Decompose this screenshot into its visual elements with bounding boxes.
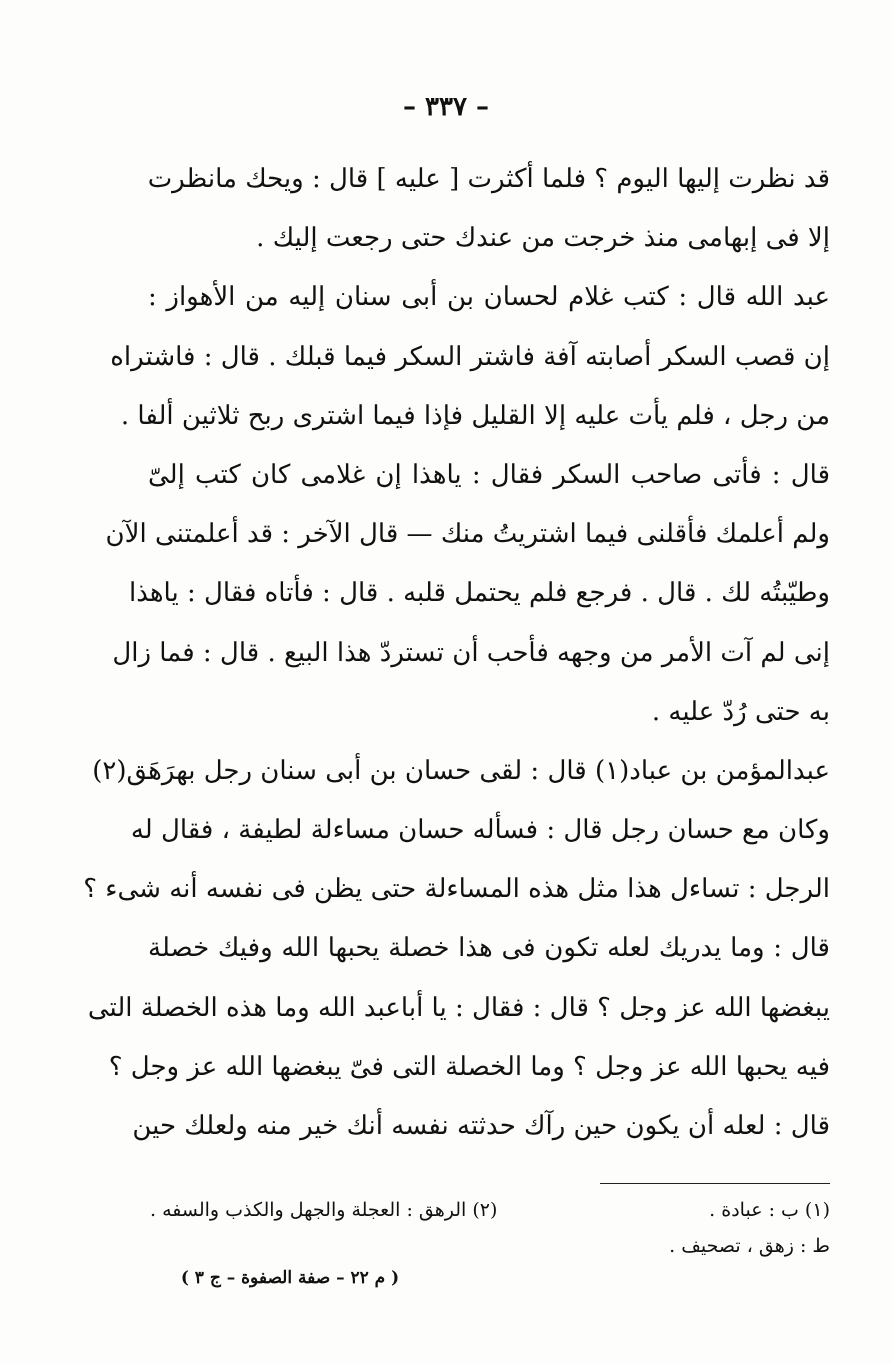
text-line: إن قصب السكر أصابته آفة فاشتر السكر فيما قبلك . قال : فاشتراه xyxy=(110,341,830,372)
text-line: عبد الله قال : كتب غلام لحسان بن أبى سنان إليه من الأهواز : xyxy=(148,282,830,313)
footnote-2: (٢) الرهق : العجلة والجهل والكذب والسفه . xyxy=(150,1199,498,1221)
footnote-1: (١) ب : عبادة . xyxy=(709,1199,830,1221)
text-line: الرجل : تساءل هذا مثل هذه المساءلة حتى يظن فى نفسه أنه شىء ؟ xyxy=(83,874,830,905)
text-line: قال : لعله أن يكون حين رآك حدثته نفسه أنك خير منه ولعلك حين xyxy=(132,1111,830,1141)
printer-signature: ( م ٢٢ – صفة الصفوة – ج ٣ ) xyxy=(180,1268,400,1288)
text-line: من رجل ، فلم يأت عليه إلا القليل فإذا فيما اشترى ربح ثلاثين ألفا . xyxy=(120,400,830,431)
text-line: قال : وما يدريك لعله تكون فى هذا خصلة يحبها الله وفيك خصلة xyxy=(148,933,830,964)
text-line: ولم أعلمك فأقلنى فيما اشتريتُ منك — قال الآخر : قد أعلمتنى الآن xyxy=(105,519,830,550)
text-line: وكان مع حسان رجل قال : فسأله حسان مساءلة لطيفة ، فقال له xyxy=(130,815,830,846)
body-text xyxy=(83,150,830,1156)
text-line: قد نظرت إليها اليوم ؟ فلما أكثرت [ عليه ] قال : ويحك مانظرت xyxy=(147,164,830,194)
text-line: يبغضها الله عز وجل ؟ قال : فقال : يا أباعبد الله وما هذه الخصلة التى xyxy=(87,992,830,1023)
text-line: إنى لم آت الأمر من وجهه فأحب أن تستردّ هذا البيع . قال : فما زال xyxy=(112,637,830,668)
footnote-1-continuation: ط : زهق ، تصحيف . xyxy=(669,1235,830,1257)
text-line: إلا فى إبهامى منذ خرجت من عندك حتى رجعت إليك . xyxy=(256,223,830,254)
footnote-row xyxy=(150,1192,830,1228)
text-line: فيه يحبها الله عز وجل ؟ وما الخصلة التى فىّ يبغضها الله عز وجل ؟ xyxy=(108,1051,830,1082)
footnote-divider xyxy=(600,1183,830,1184)
text-line: وطيّبتُه لك . قال . فرجع فلم يحتمل قلبه . قال : فأتاه فقال : ياهذا xyxy=(128,578,830,609)
text-line: عبدالمؤمن بن عباد(١) قال : لقى حسان بن أبى سنان رجل بهرَهَق(٢) xyxy=(92,755,830,786)
footnotes xyxy=(150,1192,830,1264)
page-number: – ٣٣٧ – xyxy=(402,92,490,122)
text-line: به حتى رُدّ عليه . xyxy=(651,696,830,727)
text-line: قال : فأتى صاحب السكر فقال : ياهذا إن غلامى كان كتب إلىّ xyxy=(148,459,830,490)
